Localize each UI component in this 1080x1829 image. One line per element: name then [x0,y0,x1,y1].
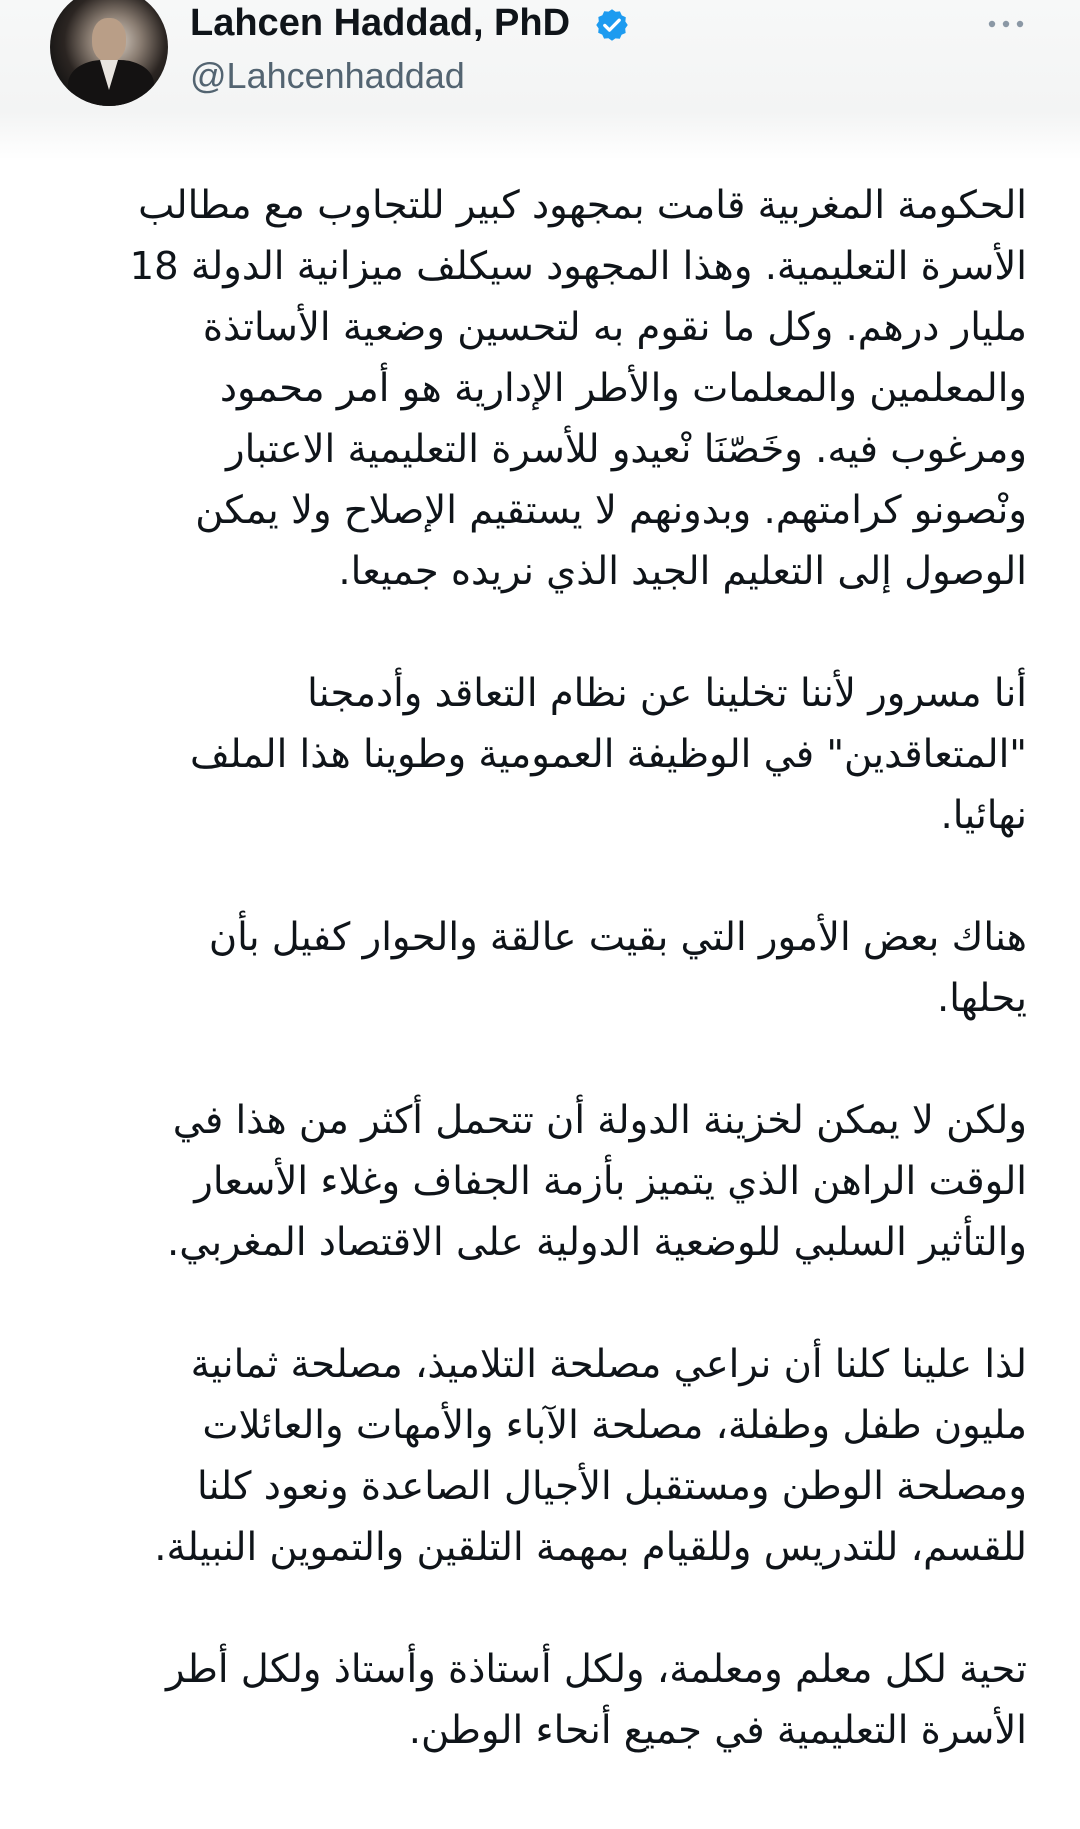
tweet-paragraph-3: هناك بعض الأمور التي بقيت عالقة والحوار كفيل بأن يحلها. [208,915,1027,1021]
author-handle[interactable]: @Lahcenhaddad [190,55,465,96]
author-name[interactable]: Lahcen Haddad, PhD [190,2,571,44]
tweet-paragraph-4: ولكن لا يمكن لخزينة الدولة أن تتحمل أكثر من هذا في الوقت الراهن الذي يتميز بأزمة الجفاف وغلاء الأسعار والتأثير السلبي للوضعية الدولية على الاقتصاد المغربي. [167,1098,1027,1265]
tweet-paragraph-2: أنا مسرور لأننا تخلينا عن نظام التعاقد وأدمجنا "المتعاقدين" في الوظيفة العمومية وطوينا هذا الملف نهائيا. [190,671,1027,838]
tweet-header [0,0,1080,160]
tweet-text [27,175,1027,1761]
tweet-paragraph-1: الحكومة المغربية قامت بمجهود كبير للتجاوب مع مطالب الأسرة التعليمية. وهذا المجهود سيكلف ميزانية الدولة 18 مليار درهم. وكل ما نقوم به لتحسين وضعية الأساتذة والمعلمين والمعلمات والأطر الإدارية هو أمر محمود ومرغوب فيه. وخَصّنَا نْعيدو للأسرة التعليمية الاعتبار ونْصونو كرامتهم. وبدونهم لا يستقيم الإصلاح ولا يمكن الوصول إلى التعليم الجيد الذي نريده جميعا. [129,183,1027,594]
more-options-icon[interactable] [986,18,1026,30]
avatar[interactable] [50,0,168,106]
verified-badge-icon [594,7,630,43]
avatar-face [92,18,126,62]
tweet-paragraph-5: لذا علينا كلنا أن نراعي مصلحة التلاميذ، مصلحة ثمانية مليون طفل وطفلة، مصلحة الآباء والأمهات والعائلات ومصلحة الوطن ومستقبل الأجيال الصاعدة ونعود كلنا للقسم، للتدريس وللقيام بمهمة التلقين والتموين النبيلة. [154,1342,1027,1570]
tweet-paragraph-6: تحية لكل معلم ومعلمة، ولكل أستاذة وأستاذ ولكل أطر الأسرة التعليمية في جميع أنحاء الوطن. [165,1647,1027,1753]
